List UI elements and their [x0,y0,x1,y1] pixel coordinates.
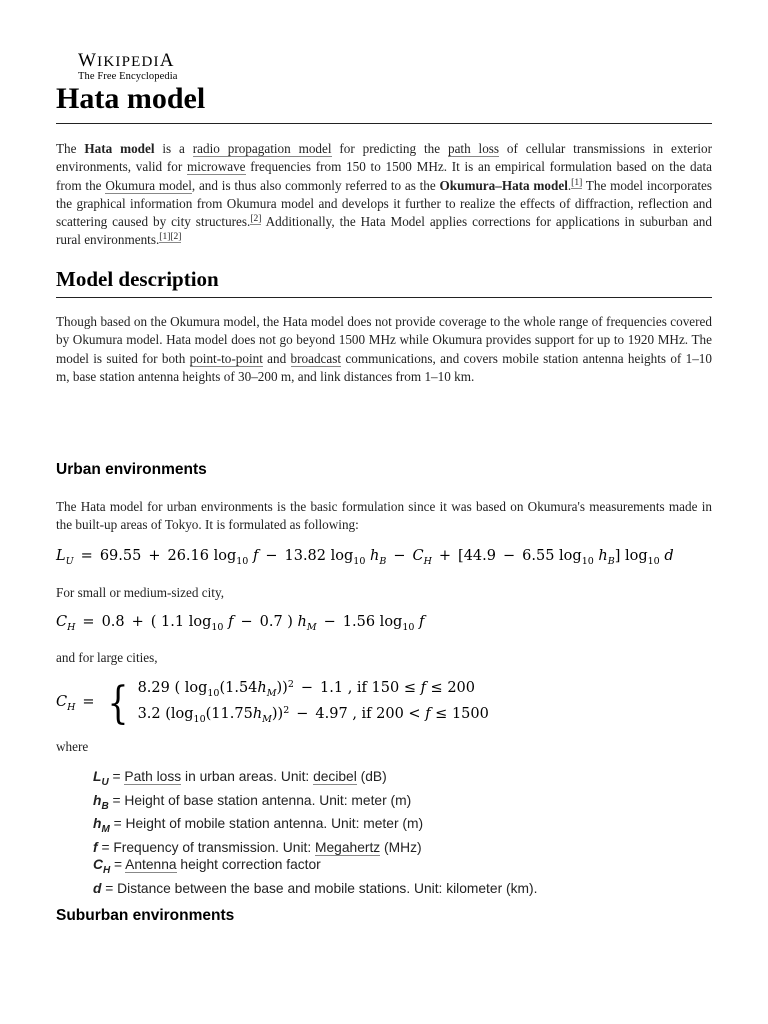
def-lu: $L_U$ = Path loss in urban areas. Unit: decibel (dB) [93,769,387,788]
large-city-text: and for large cities, [56,650,158,665]
formula-small-city-correction: $C_H = 0.8$ + ( 1.1 $\log_{10} f - 0.7$ ) $h_M - 1.56$ $\log_{10} f$ [56,614,425,633]
def-hm: $h_M$ = Height of mobile station antenna. Unit: meter (m) [93,816,424,835]
title-divider [56,123,712,124]
link-point-to-point[interactable]: point-to-point [189,350,263,366]
section-heading-model-description: Model description [56,267,219,291]
citation-2[interactable]: [2] [250,214,262,225]
model-description-paragraph: Though based on the Okumura model, the Hata model does not provide coverage to the whole range of frequencies covered by Okumura model. Hata model does not go beyond 1500 MHz while Okumura provides support for up to 1920 MHz. The model is suited for both point-to-point and broadcast communications, and covers mobile station antenna heights of 1–10 m, base station antenna heights of 30–200 m, and link distances from 1–10 km. [56,314,712,384]
section-heading-suburban: Suburban environments [56,907,235,924]
variable-definitions [93,768,537,898]
link-megahertz[interactable]: Megahertz [315,839,381,855]
link-radio-propagation-model[interactable]: radio propagation model [192,141,332,156]
formula-large-city-correction: $C_H$ = { 8.29 ( $\log_{10}(1.54h_M))^2 - 1.1$ , if 150 ≤ f ≤ 200 3.2 $(\log_{10}(11.75h_M))^2 - 4.97$ , if 200 < f ≤ 1500 [56,677,489,729]
citation-1b[interactable]: [1] [159,232,171,243]
logo-tagline: The Free Encyclopedia [78,71,178,82]
def-ch: $C_H$ = Antenna height correction factor [93,857,321,877]
where-text: where [56,739,89,754]
section-heading-urban: Urban environments [56,461,207,478]
logo-wordmark: WIKIPEDIA [78,50,175,71]
intro-paragraph: The Hata model is a radio propagation model for predicting the path loss of cellular transmissions in exterior environments, valid for microwave frequencies from 150 to 1500 MHz. It is an empirical formulation based on the data from the Okumura model, and is thus also commonly referred to as the Okumura–Hata model.[1] The model incorporates the graphical information from Okumura model and develops it further to realize the effects of diffraction, reflection and scattering caused by city structures.[2] Additionally, the Hata Model applies corrections for applications in suburban and rural environments.[1][2] [56,141,712,248]
link-decibel[interactable]: decibel [313,769,357,784]
page-title: Hata model [56,82,206,115]
def-f: f = Frequency of transmission. Unit: Megahertz (MHz) [93,839,422,855]
urban-paragraph: The Hata model for urban environments is the basic formulation since it was based on Okumura's measurements made in the built-up areas of Tokyo. It is formulated as following: [56,499,712,533]
small-city-text: For small or medium-sized city, [56,585,224,600]
link-antenna[interactable]: Antenna [125,857,177,873]
formula-urban-path-loss: $L_U = 69.55 + 26.16$ $\log_{10} f - 13.82$ $\log_{10} h_B - C_H + [44.9 - 6.55$ $\log_{10} h_B$] $\log_{10} d$ [56,548,674,567]
link-broadcast[interactable]: broadcast [290,350,342,366]
link-path-loss[interactable]: path loss [447,141,500,156]
section-divider [56,297,712,298]
def-d: d = Distance between the base and mobile stations. Unit: kilometer (km). [93,880,538,896]
link-microwave[interactable]: microwave [186,159,246,175]
citation-2b[interactable]: [2] [170,232,182,243]
link-path-loss-def[interactable]: Path loss [124,769,182,784]
wikipedia-logo[interactable] [78,50,177,82]
link-okumura-model[interactable]: Okumura model [105,177,192,193]
citation-1[interactable]: [1] [571,177,583,188]
def-hb: $h_B$ = Height of base station antenna. Unit: meter (m) [93,792,412,812]
